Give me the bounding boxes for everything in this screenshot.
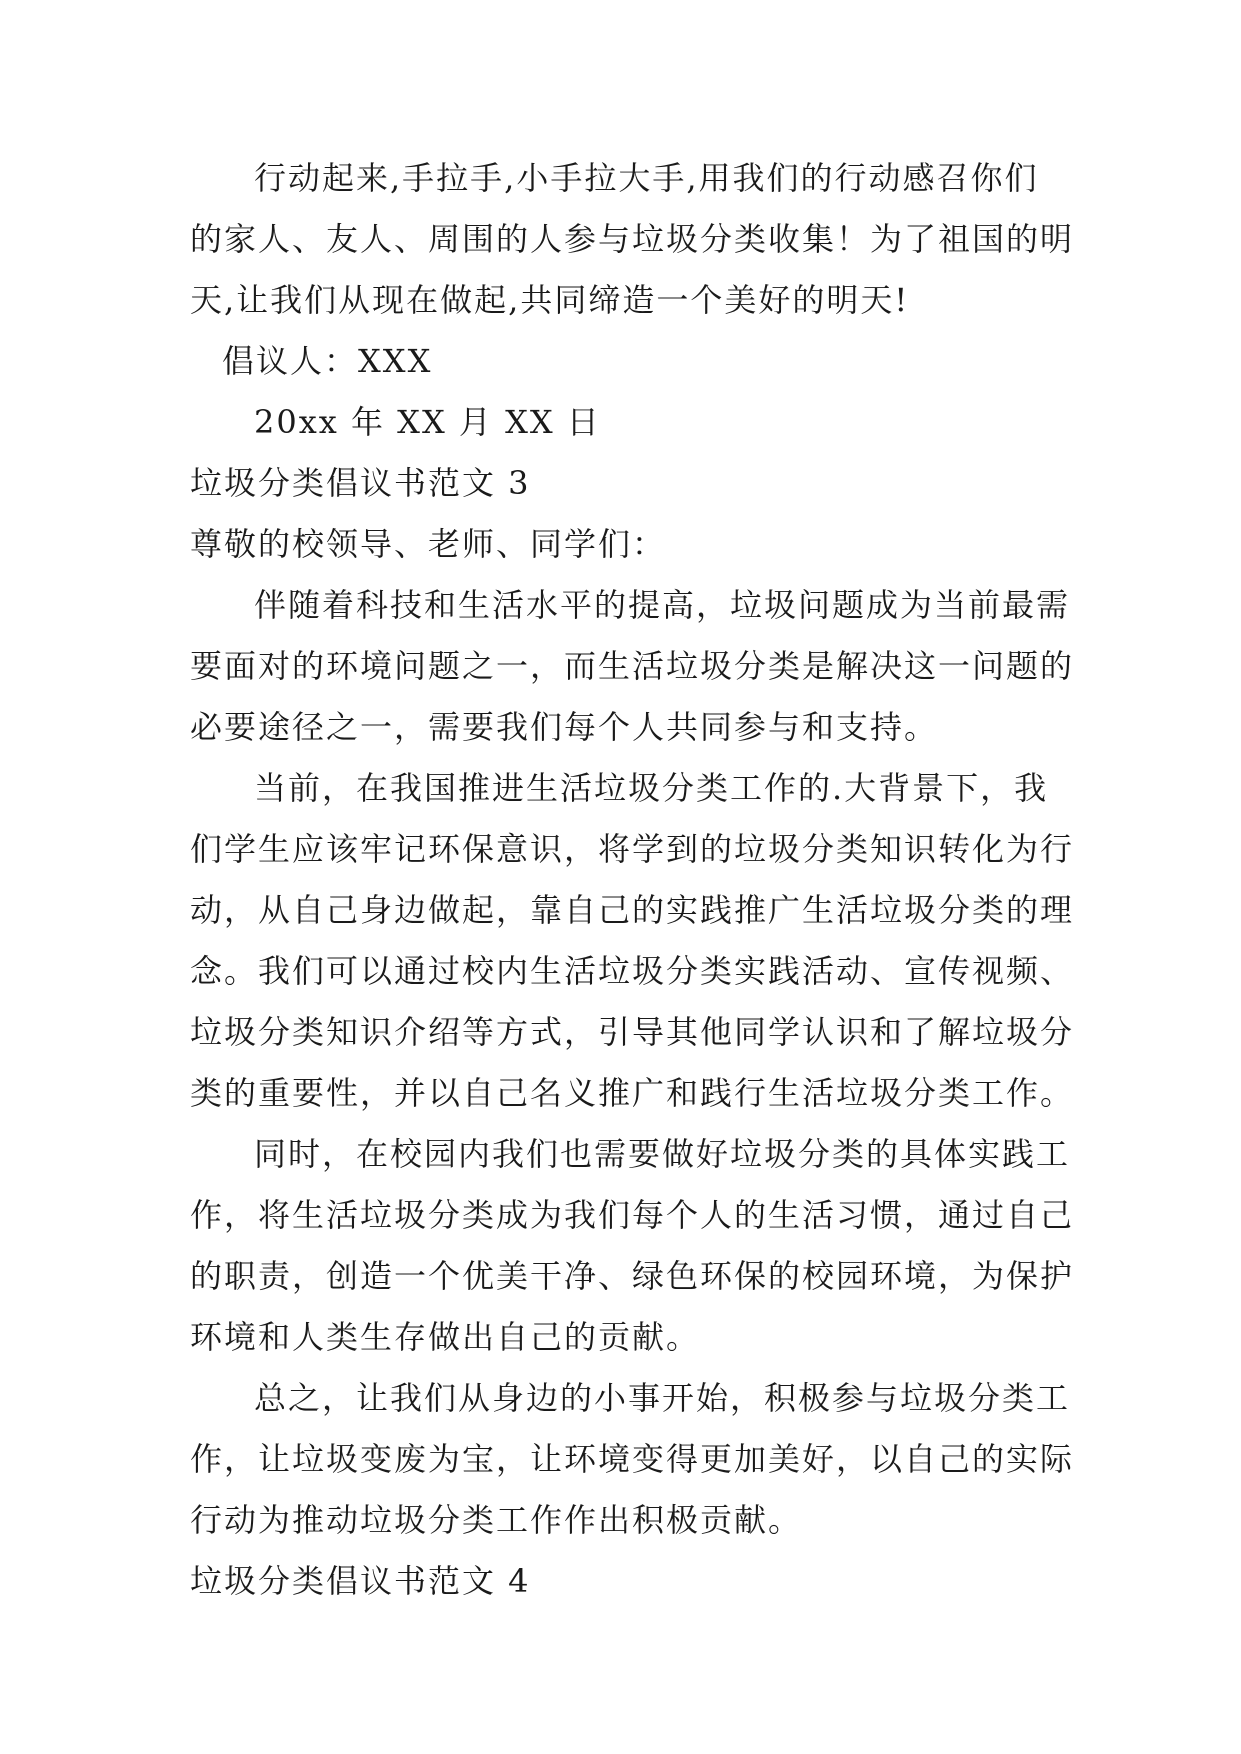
text-line: 的职责，创造一个优美干净、绿色环保的校园环境，为保护 — [190, 1257, 1075, 1295]
text-line: 作，将生活垃圾分类成为我们每个人的生活习惯，通过自己 — [190, 1196, 1075, 1234]
text-line: 尊敬的校领导、老师、同学们： — [190, 525, 667, 563]
text-line: 环境和人类生存做出自己的贡献。 — [190, 1318, 701, 1356]
text-line: 行动为推动垃圾分类工作作出积极贡献。 — [190, 1501, 803, 1539]
text-line: 伴随着科技和生活水平的提高，垃圾问题成为当前最需 — [254, 586, 1071, 624]
document-body — [190, 158, 1075, 1622]
text-line: 类的重要性，并以自己名义推广和践行生活垃圾分类工作。 — [190, 1074, 1075, 1112]
text-line: 作，让垃圾变废为宝，让环境变得更加美好，以自己的实际 — [190, 1440, 1075, 1478]
text-line: 动，从自己身边做起，靠自己的实践推广生活垃圾分类的理 — [190, 891, 1075, 929]
text-line: 行动起来,手拉手,小手拉大手,用我们的行动感召你们 — [254, 159, 1039, 197]
text-line: 天,让我们从现在做起,共同缔造一个美好的明天! — [190, 281, 910, 319]
text-line: 垃圾分类知识介绍等方式，引导其他同学认识和了解垃圾分 — [190, 1013, 1075, 1051]
text-line: 总之，让我们从身边的小事开始，积极参与垃圾分类工 — [254, 1379, 1071, 1417]
text-line: 要面对的环境问题之一，而生活垃圾分类是解决这一问题的 — [190, 647, 1075, 685]
text-line: 倡议人：XXX — [222, 342, 433, 380]
text-line: 的家人、友人、周围的人参与垃圾分类收集！为了祖国的明 — [190, 220, 1075, 258]
text-line: 垃圾分类倡议书范文 4 — [190, 1562, 531, 1600]
text-line: 当前，在我国推进生活垃圾分类工作的.大背景下，我 — [254, 769, 1049, 807]
text-line: 们学生应该牢记环保意识，将学到的垃圾分类知识转化为行 — [190, 830, 1075, 868]
text-line: 念。我们可以通过校内生活垃圾分类实践活动、宣传视频、 — [190, 952, 1075, 990]
text-line: 必要途径之一，需要我们每个人共同参与和支持。 — [190, 708, 939, 746]
text-line: 20xx 年 XX 月 XX 日 — [254, 403, 601, 441]
text-line: 同时，在校园内我们也需要做好垃圾分类的具体实践工 — [254, 1135, 1071, 1173]
text-line: 垃圾分类倡议书范文 3 — [190, 464, 531, 502]
